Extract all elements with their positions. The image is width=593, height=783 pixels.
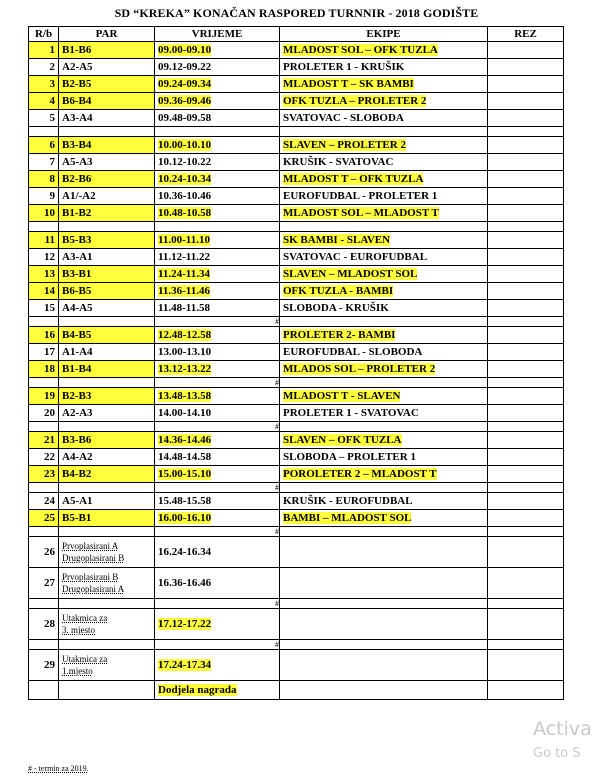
row-time	[155, 232, 280, 249]
spacer-cell	[59, 222, 155, 232]
row-result	[488, 76, 564, 93]
row-result	[488, 537, 564, 568]
table-row	[29, 300, 564, 317]
row-teams	[280, 466, 488, 483]
row-result	[488, 205, 564, 222]
spacer-cell	[59, 527, 155, 537]
table-row	[29, 405, 564, 422]
row-time	[155, 432, 280, 449]
spacer-cell	[488, 422, 564, 432]
spacer-cell	[59, 378, 155, 388]
row-pair: A3-A1	[59, 249, 155, 266]
row-pair: B1-B4	[59, 361, 155, 378]
row-time	[155, 137, 280, 154]
table-row	[29, 361, 564, 378]
row-teams: EUROFUDBAL - SLOBODA	[280, 344, 488, 361]
row-teams-text: MLADOST T – OFK TUZLA	[283, 173, 424, 185]
row-time-text: 10.00-10.10	[158, 139, 212, 151]
row-time	[155, 327, 280, 344]
spacer-cell	[59, 422, 155, 432]
row-time: 10.36-10.46	[155, 188, 280, 205]
pair-line-1: Prvoplasirani B	[62, 572, 119, 582]
spacer-mark: #	[155, 317, 280, 327]
row-pair: A4-A2	[59, 449, 155, 466]
spacer-mark	[155, 127, 280, 137]
row-pair: B5-B1	[59, 510, 155, 527]
row-teams	[280, 205, 488, 222]
row-pair: B3-B4	[59, 137, 155, 154]
pair-line-2: 1.mjesto	[62, 666, 93, 676]
row-result	[488, 568, 564, 599]
row-time-text: 11.36-11.46	[158, 285, 210, 297]
row-pair	[59, 537, 155, 568]
row-result	[488, 405, 564, 422]
row-time: 10.12-10.22	[155, 154, 280, 171]
spacer-cell	[280, 422, 488, 432]
row-pair: A1/-A2	[59, 188, 155, 205]
spacer-cell	[29, 378, 59, 388]
spacer-cell	[488, 317, 564, 327]
row-number: 7	[29, 154, 59, 171]
spacer-row	[29, 640, 564, 650]
spacer-cell	[280, 483, 488, 493]
row-teams-text: OFK TUZLA – PROLETER 2	[283, 95, 427, 107]
row-teams: SVATOVAC - SLOBODA	[280, 110, 488, 127]
spacer-cell	[280, 640, 488, 650]
row-number: 20	[29, 405, 59, 422]
row-result	[488, 300, 564, 317]
row-time-text: 14.36-14.46	[158, 434, 212, 446]
table-row-first_place	[29, 650, 564, 681]
spacer-cell	[280, 527, 488, 537]
award-empty-1	[29, 681, 59, 700]
table-row	[29, 432, 564, 449]
row-pair: B3-B6	[59, 432, 155, 449]
row-teams	[280, 432, 488, 449]
spacer-cell	[29, 222, 59, 232]
row-result	[488, 466, 564, 483]
row-teams-text: SK BAMBI - SLAVEN	[283, 234, 391, 246]
spacer-cell	[488, 127, 564, 137]
table-row	[29, 283, 564, 300]
page-title: SD “KREKA” KONAČAN RASPORED TURNNIR - 2018 GODIŠTE	[114, 6, 479, 20]
row-number: 15	[29, 300, 59, 317]
row-result	[488, 188, 564, 205]
row-pair: B4-B2	[59, 466, 155, 483]
row-time	[155, 266, 280, 283]
table-row	[29, 42, 564, 59]
row-pair: A4-A5	[59, 300, 155, 317]
row-number: 19	[29, 388, 59, 405]
spacer-cell	[29, 127, 59, 137]
row-pair: A5-A3	[59, 154, 155, 171]
row-teams	[280, 76, 488, 93]
row-teams: KRUŠIK - EUROFUDBAL	[280, 493, 488, 510]
row-teams-text: MLADOST T - SLAVEN	[283, 390, 401, 402]
spacer-row	[29, 599, 564, 609]
spacer-cell	[59, 127, 155, 137]
spacer-row	[29, 378, 564, 388]
row-teams: KRUŠIK - SVATOVAC	[280, 154, 488, 171]
pair-line-1: Utakmica za	[62, 654, 108, 664]
row-teams	[280, 650, 488, 681]
row-pair: B2-B6	[59, 171, 155, 188]
row-teams	[280, 137, 488, 154]
table-row	[29, 344, 564, 361]
row-teams-text: POROLETER 2 – MLADOST T	[283, 468, 437, 480]
spacer-cell	[280, 599, 488, 609]
row-time-text: 16.00-16.10	[158, 512, 212, 524]
row-teams: SLOBODA - KRUŠIK	[280, 300, 488, 317]
row-result	[488, 171, 564, 188]
table-row	[29, 188, 564, 205]
spacer-cell	[29, 317, 59, 327]
table-row	[29, 171, 564, 188]
row-result	[488, 249, 564, 266]
row-number: 21	[29, 432, 59, 449]
row-time	[155, 42, 280, 59]
row-teams	[280, 171, 488, 188]
pair-line-2: Drugoplasirani A	[62, 584, 125, 594]
row-teams	[280, 283, 488, 300]
row-time	[155, 510, 280, 527]
row-teams	[280, 266, 488, 283]
table-header-row	[29, 27, 564, 42]
row-time	[155, 388, 280, 405]
row-teams: EUROFUDBAL - PROLETER 1	[280, 188, 488, 205]
row-number: 5	[29, 110, 59, 127]
row-time-text: 09.24-09.34	[158, 78, 212, 90]
row-teams	[280, 609, 488, 640]
row-teams: SVATOVAC - EUROFUDBAL	[280, 249, 488, 266]
spacer-cell	[280, 378, 488, 388]
row-time	[155, 283, 280, 300]
table-row	[29, 137, 564, 154]
row-result	[488, 650, 564, 681]
header-ekipe: EKIPE	[280, 27, 488, 42]
row-number: 16	[29, 327, 59, 344]
row-number: 10	[29, 205, 59, 222]
spacer-row	[29, 127, 564, 137]
row-time-text: 13.12-13.22	[158, 363, 212, 375]
row-pair: A1-A4	[59, 344, 155, 361]
table-row	[29, 327, 564, 344]
spacer-cell	[29, 599, 59, 609]
row-teams	[280, 537, 488, 568]
row-teams: PROLETER 1 - KRUŠIK	[280, 59, 488, 76]
table-row	[29, 110, 564, 127]
table-row	[29, 76, 564, 93]
spacer-cell	[59, 317, 155, 327]
row-time	[155, 93, 280, 110]
row-time: 09.12-09.22	[155, 59, 280, 76]
row-pair: B2-B3	[59, 388, 155, 405]
spacer-cell	[488, 483, 564, 493]
row-pair: B3-B1	[59, 266, 155, 283]
row-teams-text: MLADOS SOL – PROLETER 2	[283, 363, 436, 375]
row-number: 24	[29, 493, 59, 510]
row-time-text: 17.12-17.22	[158, 618, 212, 630]
row-time-text: 13.48-13.58	[158, 390, 212, 402]
row-time: 14.00-14.10	[155, 405, 280, 422]
row-number: 4	[29, 93, 59, 110]
row-pair: B6-B5	[59, 283, 155, 300]
table-row	[29, 266, 564, 283]
row-result	[488, 59, 564, 76]
spacer-mark: #	[155, 640, 280, 650]
row-time	[155, 361, 280, 378]
row-pair: A2-A3	[59, 405, 155, 422]
row-number: 27	[29, 568, 59, 599]
spacer-row	[29, 317, 564, 327]
row-time	[155, 205, 280, 222]
row-pair: B6-B4	[59, 93, 155, 110]
row-number: 22	[29, 449, 59, 466]
row-number: 13	[29, 266, 59, 283]
spacer-cell	[488, 640, 564, 650]
header-rez: REZ	[488, 27, 564, 42]
row-number: 6	[29, 137, 59, 154]
row-result	[488, 266, 564, 283]
header-par: PAR	[59, 27, 155, 42]
schedule-body	[29, 42, 564, 700]
spacer-row	[29, 527, 564, 537]
row-teams-text: SLAVEN – PROLETER 2	[283, 139, 406, 151]
table-row	[29, 388, 564, 405]
spacer-row	[29, 483, 564, 493]
row-result	[488, 283, 564, 300]
row-pair: B2-B5	[59, 76, 155, 93]
activation-watermark-sub: Go to S	[533, 746, 581, 761]
table-row-final	[29, 568, 564, 599]
spacer-mark	[155, 222, 280, 232]
schedule-table	[28, 26, 564, 700]
row-teams	[280, 510, 488, 527]
row-time-text: 17.24-17.34	[158, 659, 212, 671]
row-time-text: 10.24-10.34	[158, 173, 212, 185]
row-result	[488, 154, 564, 171]
row-result	[488, 493, 564, 510]
spacer-cell	[488, 378, 564, 388]
spacer-mark: #	[155, 527, 280, 537]
row-time: 16.36-16.46	[155, 568, 280, 599]
row-result	[488, 327, 564, 344]
row-teams-text: OFK TUZLA - BAMBI	[283, 285, 394, 297]
row-teams	[280, 327, 488, 344]
table-row	[29, 449, 564, 466]
spacer-cell	[59, 640, 155, 650]
pair-line-2: 3. mjesto	[62, 625, 95, 635]
row-time: 09.48-09.58	[155, 110, 280, 127]
row-time-text: 15.00-15.10	[158, 468, 212, 480]
row-teams	[280, 388, 488, 405]
pair-line-1: Utakmica za	[62, 613, 108, 623]
spacer-cell	[488, 599, 564, 609]
row-number: 8	[29, 171, 59, 188]
row-result	[488, 42, 564, 59]
spacer-cell	[59, 483, 155, 493]
row-time	[155, 466, 280, 483]
row-number: 25	[29, 510, 59, 527]
spacer-mark: #	[155, 483, 280, 493]
row-number: 26	[29, 537, 59, 568]
spacer-cell	[488, 527, 564, 537]
row-pair: A2-A5	[59, 59, 155, 76]
award-empty-3	[280, 681, 488, 700]
table-row-third_place	[29, 609, 564, 640]
row-time-text: 10.48-10.58	[158, 207, 212, 219]
award-cell	[155, 681, 280, 700]
row-time-text: 11.00-11.10	[158, 234, 210, 246]
row-time: 14.48-14.58	[155, 449, 280, 466]
activation-watermark: Activa	[533, 718, 592, 740]
award-row	[29, 681, 564, 700]
row-teams-text: MLADOST T – SK BAMBI	[283, 78, 414, 90]
award-empty-4	[488, 681, 564, 700]
row-number: 18	[29, 361, 59, 378]
spacer-mark: #	[155, 422, 280, 432]
row-number: 14	[29, 283, 59, 300]
row-pair	[59, 609, 155, 640]
spacer-cell	[29, 527, 59, 537]
table-row	[29, 510, 564, 527]
row-time	[155, 171, 280, 188]
row-result	[488, 110, 564, 127]
row-result	[488, 388, 564, 405]
row-time	[155, 76, 280, 93]
row-result	[488, 449, 564, 466]
spacer-row	[29, 222, 564, 232]
row-number: 12	[29, 249, 59, 266]
row-time-text: 11.24-11.34	[158, 268, 210, 280]
row-number: 28	[29, 609, 59, 640]
award-empty-2	[59, 681, 155, 700]
row-number: 23	[29, 466, 59, 483]
table-row	[29, 59, 564, 76]
table-row	[29, 232, 564, 249]
row-time: 13.00-13.10	[155, 344, 280, 361]
spacer-cell	[29, 483, 59, 493]
row-result	[488, 93, 564, 110]
row-result	[488, 361, 564, 378]
table-row	[29, 493, 564, 510]
row-teams-text: SLAVEN – MLADOST SOL	[283, 268, 418, 280]
spacer-mark: #	[155, 599, 280, 609]
spacer-cell	[488, 222, 564, 232]
spacer-cell	[59, 599, 155, 609]
row-number: 2	[29, 59, 59, 76]
row-pair: B5-B3	[59, 232, 155, 249]
row-teams-text: SLAVEN – OFK TUZLA	[283, 434, 402, 446]
row-number: 17	[29, 344, 59, 361]
row-teams-text: PROLETER 2- BAMBI	[283, 329, 396, 341]
row-number: 9	[29, 188, 59, 205]
table-row	[29, 93, 564, 110]
row-teams	[280, 232, 488, 249]
row-number: 1	[29, 42, 59, 59]
pair-line-2: Drugoplasirani B	[62, 553, 125, 563]
header-vrijeme: VRIJEME	[155, 27, 280, 42]
spacer-row	[29, 422, 564, 432]
row-time	[155, 650, 280, 681]
row-teams	[280, 568, 488, 599]
row-pair: A3-A4	[59, 110, 155, 127]
row-teams-text: MLADOST SOL – OFK TUZLA	[283, 44, 438, 56]
row-pair	[59, 650, 155, 681]
row-teams-text: MLADOST SOL – MLADOST T	[283, 207, 439, 219]
row-time: 15.48-15.58	[155, 493, 280, 510]
row-time: 11.48-11.58	[155, 300, 280, 317]
row-pair: A5-A1	[59, 493, 155, 510]
row-time-text: 09.36-09.46	[158, 95, 212, 107]
table-row	[29, 249, 564, 266]
row-result	[488, 344, 564, 361]
spacer-cell	[29, 422, 59, 432]
row-time: 16.24-16.34	[155, 537, 280, 568]
row-result	[488, 432, 564, 449]
row-time-text: 09.00-09.10	[158, 44, 212, 56]
row-result	[488, 137, 564, 154]
row-time: 11.12-11.22	[155, 249, 280, 266]
table-row	[29, 154, 564, 171]
row-teams: SLOBODA – PROLETER 1	[280, 449, 488, 466]
spacer-cell	[29, 640, 59, 650]
row-time-text: 12.48-12.58	[158, 329, 212, 341]
row-teams	[280, 42, 488, 59]
row-pair: B4-B5	[59, 327, 155, 344]
row-result	[488, 609, 564, 640]
award-text: Dodjela nagrada	[158, 684, 237, 696]
row-pair: B1-B6	[59, 42, 155, 59]
table-row-final	[29, 537, 564, 568]
row-result	[488, 232, 564, 249]
row-teams	[280, 361, 488, 378]
row-number: 11	[29, 232, 59, 249]
spacer-cell	[280, 317, 488, 327]
spacer-mark: #	[155, 378, 280, 388]
footnote: # - termin za 2019.	[28, 764, 89, 773]
row-pair: B1-B2	[59, 205, 155, 222]
pair-line-1: Prvoplasirani A	[62, 541, 119, 551]
row-time	[155, 609, 280, 640]
row-number: 29	[29, 650, 59, 681]
spacer-cell	[280, 127, 488, 137]
row-teams: PROLETER 1 - SVATOVAC	[280, 405, 488, 422]
row-teams-text: BAMBI – MLADOST SOL	[283, 512, 412, 524]
row-result	[488, 510, 564, 527]
table-row	[29, 205, 564, 222]
row-teams	[280, 93, 488, 110]
table-row	[29, 466, 564, 483]
spacer-cell	[280, 222, 488, 232]
header-rb: R/b	[29, 27, 59, 42]
row-number: 3	[29, 76, 59, 93]
row-pair	[59, 568, 155, 599]
